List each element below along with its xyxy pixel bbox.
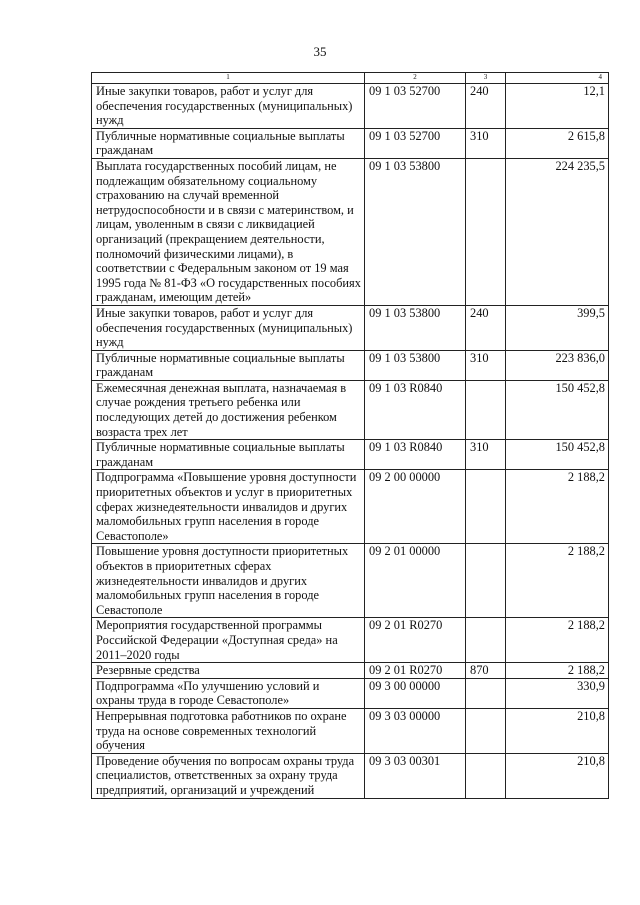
table-row (92, 470, 609, 544)
row-type: 310 (466, 350, 506, 380)
row-amount: 150 452,8 (506, 440, 609, 470)
row-code: 09 2 00 00000 (365, 470, 466, 544)
column-number-2: 2 (365, 73, 466, 84)
row-amount: 210,8 (506, 708, 609, 753)
row-amount: 399,5 (506, 305, 609, 350)
row-type: 310 (466, 440, 506, 470)
table-row (92, 663, 609, 679)
column-number-row (92, 73, 609, 84)
column-number-3: 3 (466, 73, 506, 84)
table-row (92, 350, 609, 380)
row-amount: 12,1 (506, 84, 609, 129)
row-type (466, 470, 506, 544)
row-amount: 2 188,2 (506, 618, 609, 663)
row-amount: 2 615,8 (506, 128, 609, 158)
row-name: Иные закупки товаров, работ и услуг для обеспечения государственных (муниципальных) нужд (92, 84, 365, 129)
row-name: Публичные нормативные социальные выплаты гражданам (92, 350, 365, 380)
table-row (92, 305, 609, 350)
row-name: Ежемесячная денежная выплата, назначаемая в случае рождения третьего ребенка или последующих детей до достижения ребенком возраста трех лет (92, 380, 365, 439)
row-type (466, 708, 506, 753)
row-name: Подпрограмма «Повышение уровня доступности приоритетных объектов и услуг в приоритетных сферах жизнедеятельности инвалидов и других маломобильных групп населения в городе Севастополе» (92, 470, 365, 544)
row-amount: 150 452,8 (506, 380, 609, 439)
row-name: Публичные нормативные социальные выплаты гражданам (92, 440, 365, 470)
row-type: 310 (466, 128, 506, 158)
table-row (92, 678, 609, 708)
row-name: Публичные нормативные социальные выплаты гражданам (92, 128, 365, 158)
row-name: Иные закупки товаров, работ и услуг для обеспечения государственных (муниципальных) нужд (92, 305, 365, 350)
column-number-4: 4 (506, 73, 609, 84)
row-code: 09 1 03 52700 (365, 128, 466, 158)
row-type (466, 544, 506, 618)
table-row (92, 84, 609, 129)
row-type (466, 380, 506, 439)
column-number-1: 1 (92, 73, 365, 84)
row-code: 09 1 03 53800 (365, 305, 466, 350)
row-amount: 210,8 (506, 753, 609, 798)
row-code: 09 2 01 R0270 (365, 663, 466, 679)
row-code: 09 3 03 00000 (365, 708, 466, 753)
row-amount: 2 188,2 (506, 663, 609, 679)
row-type (466, 678, 506, 708)
row-name: Мероприятия государственной программы Российской Федерации «Доступная среда» на 2011–2020 годы (92, 618, 365, 663)
row-code: 09 3 00 00000 (365, 678, 466, 708)
row-name: Подпрограмма «По улучшению условий и охраны труда в городе Севастополе» (92, 678, 365, 708)
row-amount: 2 188,2 (506, 470, 609, 544)
table-row (92, 753, 609, 798)
row-type: 870 (466, 663, 506, 679)
row-type: 240 (466, 84, 506, 129)
row-name: Непрерывная подготовка работников по охране труда на основе современных технологий обучения (92, 708, 365, 753)
row-amount: 224 235,5 (506, 158, 609, 305)
row-name: Резервные средства (92, 663, 365, 679)
table-row (92, 158, 609, 305)
budget-table (91, 72, 609, 799)
table-row (92, 380, 609, 439)
row-code: 09 2 01 R0270 (365, 618, 466, 663)
row-type: 240 (466, 305, 506, 350)
row-name: Повышение уровня доступности приоритетных объектов в приоритетных сферах жизнедеятельности инвалидов и других маломобильных групп населения в городе Севастополе (92, 544, 365, 618)
table-row (92, 544, 609, 618)
row-type (466, 158, 506, 305)
row-code: 09 1 03 53800 (365, 350, 466, 380)
table-row (92, 440, 609, 470)
row-amount: 330,9 (506, 678, 609, 708)
page-number: 35 (313, 44, 327, 59)
row-code: 09 1 03 R0840 (365, 440, 466, 470)
row-code: 09 1 03 52700 (365, 84, 466, 129)
row-code: 09 3 03 00301 (365, 753, 466, 798)
row-type (466, 618, 506, 663)
row-name: Выплата государственных пособий лицам, не подлежащим обязательному социальному страхованию на случай временной нетрудоспособности и в связи с материнством, и лицам, уволенным в связи с ликвидацией организаций (прекращением деятельности, полномочий физическими лицами), в соответствии с Федеральным законом от 19 мая 1995 года № 81-ФЗ «О государственных пособиях гражданам, имеющим детей» (92, 158, 365, 305)
table-row (92, 128, 609, 158)
table-row (92, 618, 609, 663)
row-amount: 2 188,2 (506, 544, 609, 618)
row-type (466, 753, 506, 798)
row-code: 09 1 03 R0840 (365, 380, 466, 439)
row-amount: 223 836,0 (506, 350, 609, 380)
row-name: Проведение обучения по вопросам охраны труда специалистов, ответственных за охрану труда предприятий, организаций и учреждений (92, 753, 365, 798)
table-row (92, 708, 609, 753)
row-code: 09 1 03 53800 (365, 158, 466, 305)
row-code: 09 2 01 00000 (365, 544, 466, 618)
